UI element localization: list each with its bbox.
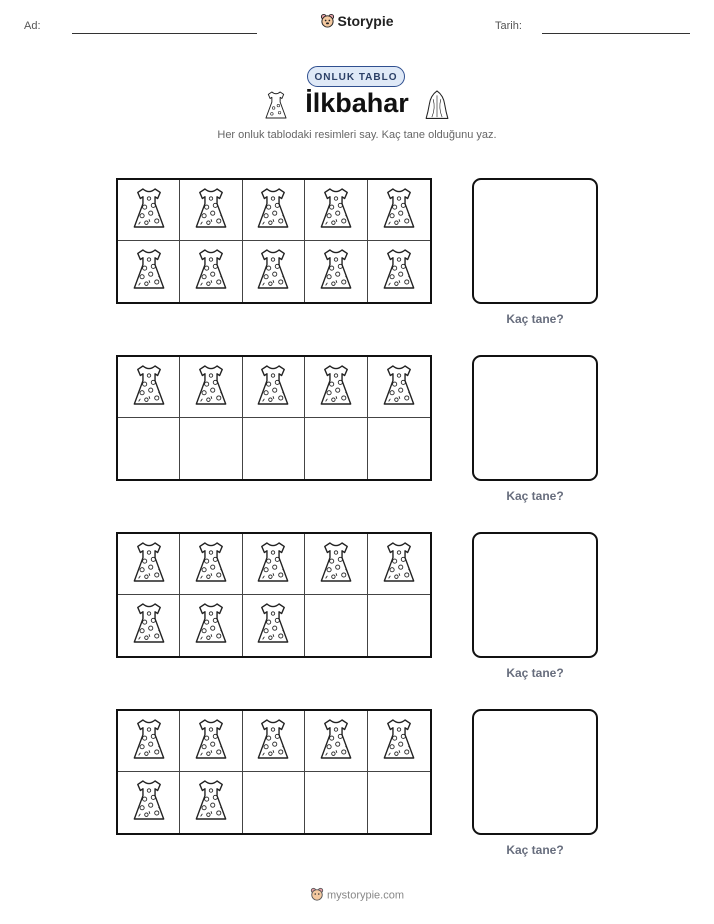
- ten-frame-cell: [180, 595, 242, 656]
- name-label: Ad:: [24, 20, 41, 32]
- flower-dress-icon: [380, 186, 418, 235]
- flower-dress-icon: [317, 540, 355, 589]
- flower-dress-icon: [254, 363, 292, 412]
- flower-dress-icon: [254, 247, 292, 296]
- bear-logo-icon: [310, 887, 324, 904]
- ten-frame-cell: [305, 180, 367, 241]
- flower-dress-icon: [192, 247, 230, 296]
- ten-frame-cell: [118, 418, 180, 479]
- ten-frame-cell: [118, 357, 180, 418]
- ten-frame-cell: [180, 418, 242, 479]
- how-many-label: Kaç tane?: [506, 312, 564, 326]
- ten-frame-cell: [368, 357, 430, 418]
- ten-frame: [116, 709, 432, 835]
- flower-dress-icon: [192, 363, 230, 412]
- ten-frame-cell: [368, 595, 430, 656]
- ten-frame-cell: [368, 180, 430, 241]
- flower-dress-icon: [192, 186, 230, 235]
- ten-frame-cell: [180, 711, 242, 772]
- ten-frame-cell: [368, 711, 430, 772]
- answer-box[interactable]: [472, 709, 598, 835]
- ten-frame-cell: [305, 711, 367, 772]
- ten-frame-cell: [118, 534, 180, 595]
- name-line[interactable]: [72, 33, 257, 34]
- ten-frame-cell: [305, 772, 367, 833]
- flower-dress-icon: [130, 717, 168, 766]
- ten-frame-cell: [368, 534, 430, 595]
- flower-dress-icon: [192, 717, 230, 766]
- ten-frame-cell: [118, 241, 180, 302]
- bear-logo-icon: [320, 13, 335, 31]
- ten-frame-cell: [305, 357, 367, 418]
- ten-frame-cell: [305, 418, 367, 479]
- answer-box[interactable]: [472, 355, 598, 481]
- flower-dress-icon: [192, 778, 230, 827]
- worksheet-badge: ONLUK TABLO: [307, 66, 405, 87]
- flower-dress-icon: [380, 717, 418, 766]
- shawl-icon: [424, 89, 450, 126]
- flower-dress-icon: [317, 717, 355, 766]
- flower-dress-icon: [254, 717, 292, 766]
- flower-dress-icon: [254, 186, 292, 235]
- ten-frame-cell: [180, 772, 242, 833]
- answer-box[interactable]: [472, 178, 598, 304]
- flower-dress-icon: [130, 186, 168, 235]
- how-many-label: Kaç tane?: [506, 489, 564, 503]
- ten-frame-cell: [368, 772, 430, 833]
- flower-dress-icon: [380, 363, 418, 412]
- ten-frame-cell: [243, 534, 305, 595]
- ten-frame-cell: [118, 772, 180, 833]
- ten-frame-cell: [243, 418, 305, 479]
- flower-dress-icon: [192, 601, 230, 650]
- instruction-text: Her onluk tablodaki resimleri say. Kaç tane olduğunu yaz.: [217, 129, 497, 141]
- ten-frame-cell: [243, 357, 305, 418]
- flower-dress-icon: [380, 247, 418, 296]
- ten-frame-cell: [368, 241, 430, 302]
- ten-frame-cell: [180, 241, 242, 302]
- ten-frame-cell: [243, 711, 305, 772]
- flower-dress-icon: [317, 247, 355, 296]
- flower-dress-icon: [254, 601, 292, 650]
- ten-frame-cell: [243, 772, 305, 833]
- flower-dress-icon: [317, 186, 355, 235]
- flower-dress-icon: [317, 363, 355, 412]
- ten-frame-cell: [180, 180, 242, 241]
- ten-frame-cell: [243, 180, 305, 241]
- ten-frame: [116, 355, 432, 481]
- ten-frame-cell: [305, 241, 367, 302]
- ten-frame-cell: [180, 357, 242, 418]
- footer-url[interactable]: mystorypie.com: [326, 889, 405, 902]
- flower-dress-icon: [130, 540, 168, 589]
- flower-dress-icon: [130, 247, 168, 296]
- ten-frame-cell: [180, 534, 242, 595]
- ten-frame-cell: [118, 711, 180, 772]
- date-line[interactable]: [542, 33, 690, 34]
- brand-logo: [0, 13, 714, 31]
- answer-box[interactable]: [472, 532, 598, 658]
- ten-frame-cell: [305, 534, 367, 595]
- ten-frame-cell: [118, 595, 180, 656]
- ten-frame-cell: [243, 595, 305, 656]
- ten-frame: [116, 532, 432, 658]
- date-label: Tarih:: [495, 20, 522, 32]
- ten-frame: [116, 178, 432, 304]
- how-many-label: Kaç tane?: [506, 843, 564, 857]
- footer: [0, 887, 714, 904]
- flower-dress-icon: [130, 778, 168, 827]
- ten-frame-cell: [118, 180, 180, 241]
- ten-frame-cell: [305, 595, 367, 656]
- ten-frame-cell: [243, 241, 305, 302]
- flower-dress-icon: [380, 540, 418, 589]
- flower-dress-icon: [254, 540, 292, 589]
- page-title: İlkbahar: [305, 88, 409, 118]
- flower-dress-icon: [130, 601, 168, 650]
- flower-dress-icon: [192, 540, 230, 589]
- flower-dress-icon: [130, 363, 168, 412]
- ten-frame-cell: [368, 418, 430, 479]
- brand-name: Storypie: [337, 13, 394, 29]
- how-many-label: Kaç tane?: [506, 666, 564, 680]
